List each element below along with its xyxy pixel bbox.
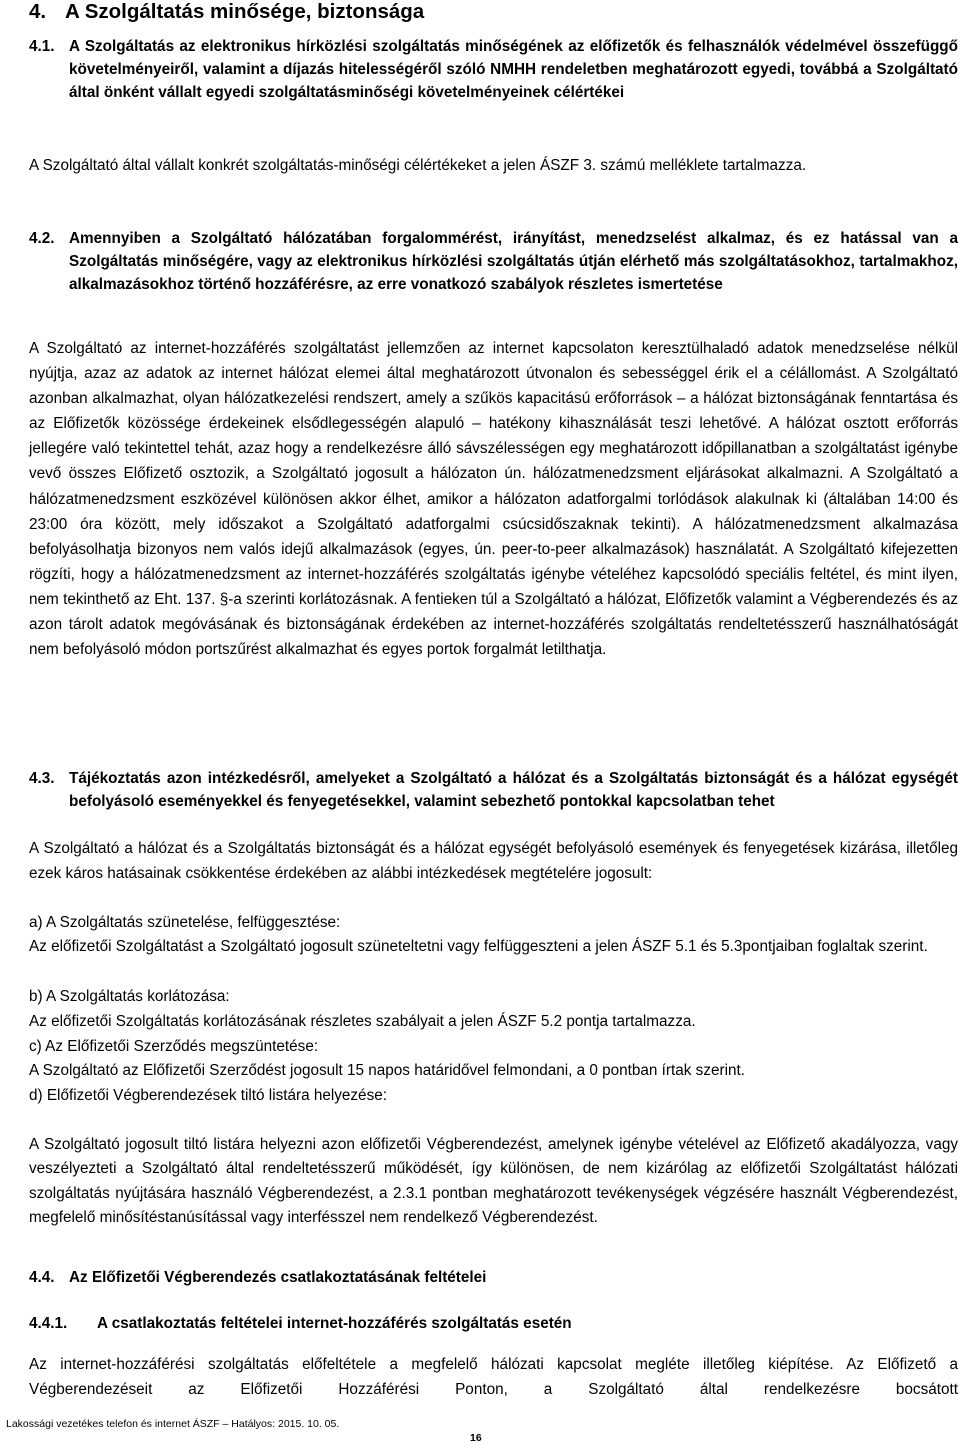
section-4-4-number: 4.4. [29,1269,55,1286]
section-4-3-heading [29,768,958,813]
item-b-label: b) A Szolgáltatás korlátozása: [29,988,230,1005]
chapter-title: A Szolgáltatás minősége, biztonsága [65,0,425,23]
section-4-2-title: Amennyiben a Szolgáltató hálózatában forgalommérést, irányítást, menedzselést alkalmaz, és ez hatással van a Szolgáltatás minőségére, vagy az elektronikus hírközlési szolgáltatás útján elérhető más szolgáltatásokhoz, tartalmakhoz, alkalmazásokhoz történő hozzáférésre, az erre vonatkozó szabályok részletes ismertetése [69,230,958,293]
section-4-4-title: Az Előfizetői Végberendezés csatlakoztatásának feltételei [69,1269,487,1286]
section-4-1-number: 4.1. [29,38,55,55]
section-4-4-heading [29,1267,958,1290]
item-c-label: c) Az Előfizetői Szerződés megszüntetése: [29,1038,319,1055]
item-b-text: Az előfizetői Szolgáltatás korlátozásának részletes szabályait a jelen ÁSZF 5.2 pontja tartalmazza. [29,1013,696,1030]
section-4-4-1-body: Az internet-hozzáférési szolgáltatás előfeltétele a megfelelő hálózati kapcsolat megléte illetőleg kiépítése. Az Előfizető a Végberendezéseit az Előfizetői Hozzáférési Ponton, a Szolgáltató által rendelkezésre bocsátott [29,1356,958,1398]
chapter-heading [29,0,424,25]
page-number: 16 [470,1432,482,1444]
section-4-2-body: A Szolgáltató az internet-hozzáférés szolgáltatást jellemzően az internet kapcsolaton keresztülhaladó adatok menedzselése nélkül nyújtja, azaz az adatok az internet hálózat elemei által meghatározott útvonalon és sebességgel érik el a célállomást. A Szolgáltató azonban alkalmazhat, olyan hálózatkezelési rendszert, amely a szűkös kapacitású erőforrások – a hálózat biztonságának fenntartása és az Előfizetők közössége érdekeinek elsődlegességén alapuló – hatékony kihasználását teszi lehetővé. A hálózat osztott erőforrás jellegére való tekintettel tehát, azaz hogy a rendelkezésre álló sávszélességen egy meghatározott időpillanatban a szolgáltatást igénybe vevő összes Előfizető osztozik, a Szolgáltató jogosult a hálózaton ún. hálózatmenedzsment eljárásokat alkalmazni. A Szolgáltató a hálózatmenedzsment eszközével különösen akkor élhet, amikor a hálózaton adatforgalmi torlódások alakulnak ki (általában 14:00 és 23:00 óra között, mely időszakot a Szolgáltató adatforgalmi csúcsidőszaknak tekinti). A hálózatmenedzsment alkalmazása befolyásolhatja bizonyos nem valós idejű alkalmazások (egyes, ún. peer-to-peer alkalmazások) használatát. A Szolgáltató kifejezetten rögzíti, hogy a hálózatmenedzsment az internet-hozzáférés szolgáltatás igénybe vételéhez kapcsolódó speciális feltétel, és mint ilyen, nem tekinthető az Eht. 137. §-a szerinti korlátozásnak. A fentieken túl a Szolgáltató a hálózat, Előfizetők valamint a Végberendezés és az azon tárolt adatok megóvásának és biztonságának érdekében az internet-hozzáférés szolgáltatás rendeltetésszerű használhatóságát nem befolyásoló módon portszűrést alkalmazhat és egyes portok forgalmát letilthatja. [29,340,958,659]
section-4-3-title: Tájékoztatás azon intézkedésről, amelyeket a Szolgáltató a hálózat és a Szolgáltatás biztonságát és a hálózat egységét befolyásoló eseményekkel és fenyegetésekkel, valamint sebezhető pontokkal kapcsolatban tehet [69,770,958,810]
item-d-label: d) Előfizetői Végberendezések tiltó listára helyezése: [29,1087,387,1104]
section-4-2-number: 4.2. [29,230,55,247]
section-4-4-1-number: 4.4.1. [29,1315,68,1332]
section-4-1-title: A Szolgáltatás az elektronikus hírközlési szolgáltatás minőségének az előfizetők és felhasználók védelmével összefüggő követelményeiről, valamint a díjazás hitelességéről szóló NMHH rendeletben meghatározott egyedi, továbbá a Szolgáltató által önként vállalt egyedi szolgáltatásminőségi követelményeinek célértékei [69,38,958,101]
section-4-1-body: A Szolgáltató által vállalt konkrét szolgáltatás-minőségi célértékeket a jelen ÁSZF 3. számú melléklete tartalmazza. [29,157,807,174]
item-d-text: A Szolgáltató jogosult tiltó listára helyezni azon előfizetői Végberendezést, amelynek igénybe vételével az Előfizető akadályozza, vagy veszélyezteti a Szolgáltató által rendeltetésszerű működését, így különösen, de nem kizárólag az előfizetői Szolgáltatást hálózati szolgáltatás nyújtására használó Végberendezést, a 2.3.1 pontban meghatározott tevékenységek végzésére használt Végberendezést, megfelelő minősítéstanúsítással vagy interfésszel nem rendelkező Végberendezést. [29,1136,958,1227]
section-4-4-1-heading [29,1313,958,1336]
section-4-3-number: 4.3. [29,770,55,787]
footer-text: Lakossági vezetékes telefon és internet ÁSZF – Hatályos: 2015. 10. 05. [6,1418,340,1430]
section-4-2-heading [29,228,958,296]
item-a-label: a) A Szolgáltatás szünetelése, felfüggesztése: [29,914,341,931]
item-a-text: Az előfizetői Szolgáltatást a Szolgáltató jogosult szüneteltetni vagy felfüggeszteni a jelen ÁSZF 5.1 és 5.3pontjaiban foglaltak szerint. [29,938,928,955]
section-4-3-intro: A Szolgáltató a hálózat és a Szolgáltatás biztonságát és a hálózat egységét befolyásoló események és fenyegetések kizárása, illetőleg ezek káros hatásainak csökkentése érdekében az alábbi intézkedések megtételére jogosult: [29,840,958,882]
section-4-4-1-title: A csatlakoztatás feltételei internet-hozzáférés szolgáltatás esetén [97,1315,572,1332]
item-c-text: A Szolgáltató az Előfizetői Szerződést jogosult 15 napos határidővel felmondani, a 0 pontban írtak szerint. [29,1062,745,1079]
chapter-number: 4. [29,0,47,23]
section-4-1-heading [29,36,958,104]
